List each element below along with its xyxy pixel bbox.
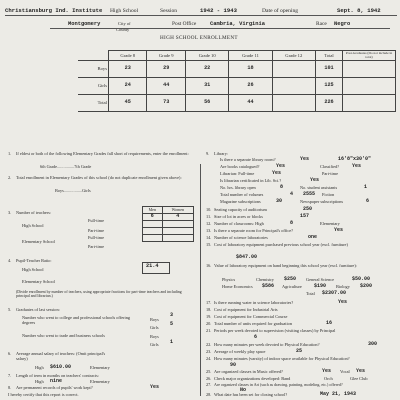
cell: 45 bbox=[109, 95, 147, 112]
q9-b2-value: Yes bbox=[352, 163, 362, 169]
cell: 56 bbox=[185, 95, 228, 112]
q25-value: Yes bbox=[322, 368, 332, 374]
hs-men-value: 6 bbox=[143, 214, 163, 221]
table-row bbox=[78, 78, 396, 95]
q5-b: Number who went to trade and business schools bbox=[22, 333, 105, 338]
cell: 18 bbox=[229, 61, 272, 78]
column-header: Grade 11 bbox=[229, 51, 272, 61]
women-header: Women bbox=[162, 207, 193, 214]
county-value: Montgomery bbox=[68, 21, 101, 27]
q16-chem: Chemistry bbox=[256, 277, 274, 282]
q21-text: Periods per week devoted to supervision (visiting classes) by Principal bbox=[214, 328, 336, 333]
q4-elem: Elementary School bbox=[22, 279, 55, 284]
full-time-label: Full-time bbox=[88, 218, 104, 223]
q9-f-value: 4 bbox=[290, 191, 294, 197]
column-header: Grade 8 bbox=[109, 51, 147, 61]
q9-b2: Classified? bbox=[320, 164, 340, 169]
q10-text: Seating capacity of auditorium bbox=[214, 207, 267, 212]
q5-a-girls: 5 bbox=[170, 321, 174, 327]
girls-label: Girls bbox=[150, 325, 159, 330]
cell: 29 bbox=[147, 61, 185, 78]
q5-a: Number who went to college and professional schools offering degrees bbox=[22, 315, 131, 325]
q3-text: Number of teachers: bbox=[16, 210, 52, 215]
q9-a-size: 16'8"x30'0" bbox=[338, 156, 372, 162]
q9-g: Magazine subscriptions bbox=[220, 199, 261, 204]
left-footer: I hereby certify that this report is correct. bbox=[8, 392, 79, 397]
q21-value: 6 bbox=[254, 334, 258, 340]
q7-elem: Elementary bbox=[90, 379, 110, 384]
q2-sub: Boys.................Girls bbox=[55, 188, 91, 193]
cell bbox=[272, 61, 315, 78]
q8-value: Yes bbox=[150, 384, 160, 390]
column-header: Total bbox=[316, 51, 343, 61]
cell: 44 bbox=[229, 95, 272, 112]
school-name: Christiansburg Ind. Institute bbox=[5, 7, 103, 14]
table-row bbox=[78, 61, 396, 78]
part-time-label: Part-time bbox=[88, 244, 104, 249]
elem-label: Elementary School bbox=[22, 239, 55, 244]
q17-value: Yes bbox=[338, 299, 348, 305]
q6-elem: Elementary bbox=[90, 365, 110, 370]
q28-text: What date has been set for closing school? bbox=[214, 392, 288, 397]
county-label: County bbox=[116, 27, 130, 32]
opening-value: Sept. 8, 1942 bbox=[337, 7, 381, 14]
part-time-label: Part-time bbox=[88, 228, 104, 233]
teachers-box bbox=[142, 206, 194, 242]
q16-home-value: $586 bbox=[262, 283, 275, 289]
q12-value: 8 bbox=[290, 220, 294, 226]
q16-physics: Physics bbox=[222, 277, 236, 282]
enrollment-table bbox=[78, 50, 396, 112]
q4-note: (Divide enrollment by number of teachers, using appropriate fractions for part-time teachers and including principal and librarian.) bbox=[16, 290, 182, 299]
q25-text: Are organized classes in Music offered? bbox=[214, 369, 283, 374]
q14-text: Number of science laboratories bbox=[214, 235, 268, 240]
post-office-value: Cambria, Virginia bbox=[210, 21, 265, 27]
column-header: Grade 10 bbox=[185, 51, 228, 61]
q9-f2-value: 2555 bbox=[303, 191, 316, 197]
q20-text: Total number of units required for graduation bbox=[214, 321, 292, 326]
cell: 44 bbox=[147, 78, 185, 95]
q16-gen: General Science bbox=[306, 277, 335, 282]
men-header: Men bbox=[143, 207, 163, 214]
cell: 101 bbox=[316, 61, 343, 78]
cell bbox=[343, 95, 396, 112]
q24-value: 90 bbox=[230, 362, 237, 368]
ratio-value: 21.4 bbox=[146, 263, 159, 269]
cell: 22 bbox=[185, 61, 228, 78]
column-divider bbox=[200, 164, 201, 396]
cell: 226 bbox=[316, 95, 343, 112]
q16-total: Total bbox=[306, 291, 315, 296]
q16-chem-value: $250 bbox=[284, 276, 297, 282]
hs-label: High School bbox=[22, 223, 44, 228]
q17-text: Is there running water in science laboratories? bbox=[214, 300, 294, 305]
column-header: Grade 9 bbox=[147, 51, 185, 61]
q27-text: Are organized classes in Art (such as drawing, painting, modeling, etc.) offered? bbox=[214, 382, 343, 387]
q9-g2: Newspaper subscriptions bbox=[300, 199, 344, 204]
q26-b: Orch bbox=[324, 376, 333, 381]
table-row bbox=[78, 95, 396, 112]
q26-c: Glee Club bbox=[350, 376, 368, 381]
cell bbox=[272, 78, 315, 95]
cell: 125 bbox=[316, 78, 343, 95]
q16-home: Home Economics bbox=[222, 284, 253, 289]
q23-text: Average of weekly play space bbox=[214, 349, 266, 354]
column-header: Grade 12 bbox=[272, 51, 315, 61]
column-header: Post-Graduates (Do not include in total) bbox=[343, 51, 396, 61]
q22-text: How many minutes per week devoted to Physical Education? bbox=[214, 342, 320, 347]
enrollment-report-page: Christiansburg Ind. Institute High School Session 1942 - 1943 Date of opening Sept. 8, 1942 Montgomery City of County Post Office Cambria, Virginia Race Negro HIGH SCHOOL ENROLLMENT Grade 8 Grade 9 Grade 10 Grade 11 Grade 12 Total Post-Graduates (Do not include in total) Boys 23 29 22 18 101 Girls 24 44 31 26 125 Total 45 73 56 44 226 1. If eldest or both of the following Elementary Grades fall short of requirements, enter the enrollment: 6th Grade................7th Grade 2. Total enrollment in Elementary Grades of this school (do not duplicate enrollment given above): Boys.................Girls 3. Number of teachers: High School Full-time Part-time Elementary School Full-time Part-time Men Women 6 4 4. Pupil-Teacher Ratio: High School 21.4 Elementary School (Divide enrollment by number of teachers, using appropriate fractions for part-time teachers and including principal and librarian.) 5. Graduates of last session: Number who went to college and professional schools offering degrees Boys 3 Girls 5 Number who went to trade and business schools Boys Girls 1 6. Average annual salary of teachers: (Omit principal's salary) High $610.00 Elementary 7. Length of term in months on teachers' contracts: High nine Elementary 8. Are permanent records of pupils' work kept? Yes I hereby certify that this report is correct. 9. Library: Is there a separate library room? Yes 16'8"x30'0" Are books catalogued? Yes Classified? Yes Librarian: Full-time Yes Part-time Is librarian certificated in Lib. Sci.? Yes No. hrs. library open 8 No. student assistants 1 Total number of volumes 4 2555 Fiction Magazine subscriptions 30 Newspaper subscriptions 6 10. Seating capacity of auditorium 250 11. Size of lot in acres or blocks 157 12. Number of classrooms: High 8 Elementary 13. Is there a separate room for Principal's office? Yes 14. Number of science laboratories one 15. Cost of laboratory equipment purchased previous school year (excl. furniture) $847.00 16. Value of laboratory equipment on hand beginning this school year (excl. furniture): Physics Chemistry $250 General Science $50.00 Home Economics $586 Agriculture $190 Biology $200 Total $2307.00 17. Is there running water in science laboratories? Yes 18. Cost of equipment for Industrial Arts 19. Cost of equipment for Commercial Course 20. Total number of units required for graduation 16 21. Periods per week devoted to supervision (visiting classes) by Principal 6 22. How many minutes per week devoted to Physical Education? 300 23. Average of weekly play space 25 24. How many minutes (varsity) of indoor space available for Physical Education? 90 25. Are organized classes in Music offered? Yes Vocal Yes 26. Check major organizations developed: Band Orch Glee Club 27. Are organized classes in Art (such as drawing, painting, modeling, etc.) offered? No 28. What date has been set for closing school? May 21, 1943 bbox=[0, 0, 400, 400]
table-header-row bbox=[78, 51, 396, 61]
q9-e-value: 8 bbox=[280, 184, 284, 190]
q9-e2-value: 1 bbox=[364, 184, 368, 190]
q8-text: Are permanent records of pupils' work kept? bbox=[16, 385, 93, 390]
q2-text: Total enrollment in Elementary Grades of this school (do not duplicate enrollment given above): bbox=[16, 175, 182, 180]
q12-b: Elementary bbox=[320, 221, 340, 226]
q24-text: How many minutes (varsity) of indoor space available for Physical Education? bbox=[214, 356, 350, 361]
q15-value: $847.00 bbox=[236, 254, 258, 260]
q26-text: Check major organizations developed: Band bbox=[214, 376, 291, 381]
q9-e2: No. student assistants bbox=[300, 185, 338, 190]
q6-text: Average annual salary of teachers: (Omit principal's salary) bbox=[16, 351, 106, 361]
q7-value: nine bbox=[50, 378, 63, 384]
cell bbox=[343, 61, 396, 78]
race-label: Race bbox=[316, 21, 327, 27]
session-label: Session bbox=[160, 8, 178, 14]
session-value: 1942 - 1943 bbox=[200, 7, 237, 14]
q4-text: Pupil-Teacher Ratio: bbox=[16, 258, 52, 263]
q9-text: Library: bbox=[214, 151, 229, 156]
cell: 73 bbox=[147, 95, 185, 112]
q9-c: Librarian: Full-time bbox=[220, 171, 255, 176]
q5-a-boys: 3 bbox=[170, 312, 174, 318]
cell bbox=[343, 78, 396, 95]
cell bbox=[272, 95, 315, 112]
q6-hs: High bbox=[35, 365, 44, 370]
q16-text: Value of laboratory equipment on hand beginning this school year (excl. furniture): bbox=[214, 263, 357, 268]
q20-value: 16 bbox=[326, 320, 333, 326]
city-label: City of bbox=[118, 21, 131, 26]
q15-text: Cost of laboratory equipment purchased previous school year (excl. furniture) bbox=[214, 242, 348, 247]
q9-f2: Fiction bbox=[322, 192, 335, 197]
cell: 26 bbox=[229, 78, 272, 95]
row-label: Girls bbox=[78, 78, 109, 95]
q18-text: Cost of equipment for Industrial Arts bbox=[214, 307, 278, 312]
q22-value: 300 bbox=[368, 341, 378, 347]
hs-women-value: 4 bbox=[162, 214, 193, 221]
q28-value: May 21, 1943 bbox=[320, 391, 357, 397]
cell: 23 bbox=[109, 61, 147, 78]
q13-value: Yes bbox=[334, 227, 344, 233]
q5-b-girls: 1 bbox=[170, 339, 174, 345]
race-value: Negro bbox=[334, 21, 351, 27]
q9-b-value: Yes bbox=[276, 163, 286, 169]
q16-total-value: $2307.00 bbox=[322, 290, 347, 296]
boys-label: Boys bbox=[150, 334, 159, 339]
q9-e: No. hrs. library open bbox=[220, 185, 256, 190]
q16-gen-value: $50.00 bbox=[352, 276, 371, 282]
q7-hs: High bbox=[35, 379, 44, 384]
q5-text: Graduates of last session: bbox=[16, 307, 60, 312]
q9-d-value: Yes bbox=[310, 177, 320, 183]
q14-value: one bbox=[308, 234, 318, 240]
q9-a-value: Yes bbox=[300, 156, 310, 162]
q16-bio: Biology bbox=[336, 284, 350, 289]
q4-hs: High School bbox=[22, 267, 44, 272]
q10-value: 250 bbox=[303, 206, 313, 212]
q9-g-value: 30 bbox=[276, 198, 283, 204]
q1-text: If eldest or both of the following Elementary Grades fall short of requirements, enter the enrollment: bbox=[16, 151, 189, 156]
row-label: Total bbox=[78, 95, 109, 112]
opening-label: Date of opening bbox=[262, 8, 299, 14]
cell: 31 bbox=[185, 78, 228, 95]
cell: 24 bbox=[109, 78, 147, 95]
q1-grades: 6th Grade................7th Grade bbox=[40, 164, 92, 169]
q27-value: No bbox=[240, 387, 247, 393]
q6-value: $610.00 bbox=[50, 364, 72, 370]
girls-label: Girls bbox=[150, 342, 159, 347]
q9-c2: Part-time bbox=[322, 171, 338, 176]
q9-b: Are books catalogued? bbox=[220, 164, 260, 169]
row-label: Boys bbox=[78, 61, 109, 78]
q25-b: Vocal bbox=[340, 369, 350, 374]
q7-text: Length of term in months on teachers' contracts: bbox=[16, 373, 99, 378]
q11-text: Size of lot in acres or blocks bbox=[214, 214, 263, 219]
q13-text: Is there a separate room for Principal's office? bbox=[214, 228, 294, 233]
post-office-label: Post Office bbox=[172, 21, 197, 27]
q19-text: Cost of equipment for Commercial Course bbox=[214, 314, 288, 319]
q16-ag-value: $190 bbox=[314, 283, 327, 289]
q11-value: 157 bbox=[300, 213, 310, 219]
q12-text: Number of classrooms: High bbox=[214, 221, 264, 226]
school-type: High School bbox=[110, 8, 139, 14]
q9-g2-value: 6 bbox=[366, 198, 370, 204]
q9-f: Total number of volumes bbox=[220, 192, 264, 197]
q16-bio-value: $200 bbox=[360, 283, 373, 289]
section-title: HIGH SCHOOL ENROLLMENT bbox=[160, 35, 238, 41]
q9-d: Is librarian certificated in Lib. Sci.? bbox=[220, 178, 282, 183]
q23-value: 25 bbox=[296, 348, 303, 354]
boys-label: Boys bbox=[150, 317, 159, 322]
full-time-label: Full-time bbox=[88, 235, 104, 240]
q9-a: Is there a separate library room? bbox=[220, 157, 276, 162]
q16-ag: Agriculture bbox=[282, 284, 302, 289]
q9-c-value: Yes bbox=[272, 170, 282, 176]
q25-b-value: Yes bbox=[356, 368, 366, 374]
